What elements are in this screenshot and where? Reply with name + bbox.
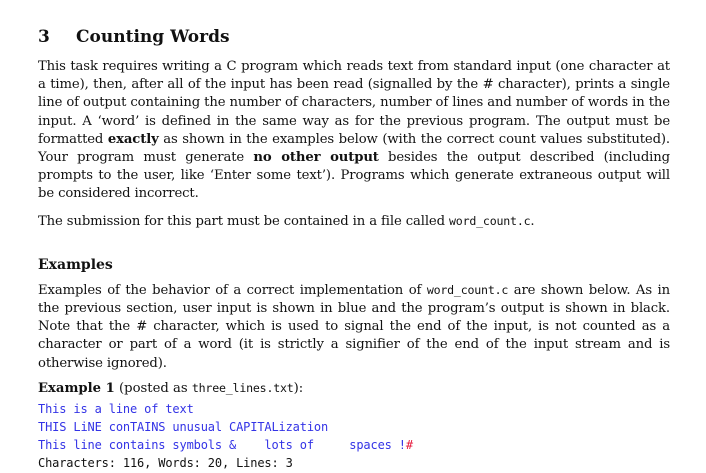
task-description-paragraph — [38, 58, 670, 204]
input-line-3: This line contains symbols & lots of spaces ! — [38, 438, 406, 453]
emphasis-no-other-output: no other output — [253, 150, 379, 166]
examples-heading: Examples — [38, 256, 113, 273]
input-line-3-row — [38, 436, 670, 454]
submission-paragraph — [38, 212, 670, 231]
text-run: (posted as — [114, 380, 192, 396]
text-run: Examples of the behavior of a correct implementation of — [38, 282, 427, 298]
text-run: besides the output described (including prompts to the user, like ‘Enter some text’). Programs which generate extraneous output will be considered incorrect. — [38, 150, 670, 202]
input-line-1: This is a line of text — [38, 401, 194, 416]
examples-paragraph — [38, 281, 670, 373]
text-run: This task requires writing a C program which reads text from standard input (one character at a time), then, after all of the input has been read (signalled by the # character), prints a single line of output containing the number of characters, number of lines and number of words in the input. A ‘word’ is defined in the same way as for the previous program. The output must be formatted — [38, 59, 670, 147]
text-run: ): — [293, 380, 304, 396]
program-output-line: Characters: 116, Words: 20, Lines: 3 — [38, 456, 293, 471]
document-page — [38, 26, 670, 473]
text-run: The submission for this part must be contained in a file called — [38, 213, 450, 229]
filename-three-lines: three_lines.txt — [191, 380, 294, 395]
input-terminator: # — [405, 438, 413, 453]
filename-word-count: word_count.c — [449, 213, 531, 228]
example-1-label — [38, 379, 670, 398]
section-title: Counting Words — [76, 27, 230, 47]
filename-word-count: word_count.c — [426, 282, 509, 297]
text-run: as shown in the examples below (with the correct count values substituted). Your program must generate — [38, 131, 670, 166]
example-title: Example 1 — [38, 380, 115, 396]
emphasis-exactly: exactly — [107, 131, 159, 147]
example-1-transcript — [38, 400, 670, 473]
input-line-2: THIS LiNE conTAINS unusual CAPITALization — [38, 420, 329, 435]
text-run: are shown below. As in the previous section, user input is shown in blue and the program’s output is shown in black. Note that the # character, which is used to signal the end of the input, is not counted as a character or part of a word (it is strictly a signifier of the end of the input stream and is otherwise ignored). — [38, 282, 670, 371]
section-number: 3 — [38, 27, 50, 47]
section-heading — [38, 26, 670, 48]
text-run: . — [530, 213, 535, 229]
